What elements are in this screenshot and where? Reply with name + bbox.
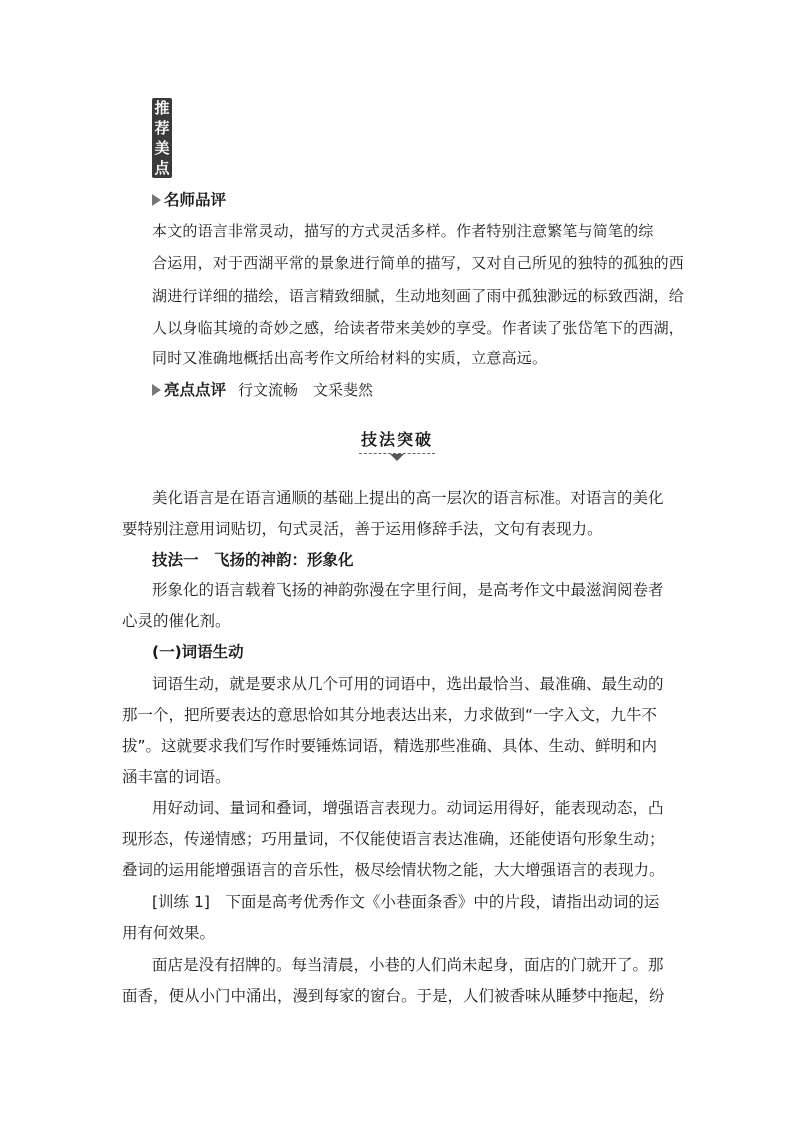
review-line: 湖进行详细的描绘，语言精致细腻，生动地刻画了雨中孤独渺远的标致西湖，给 [152,287,685,305]
usage-line: 用好动词、量词和叠词，增强语言表现力。动词运用得好，能表现动态，凸 [152,799,664,817]
review-line: 同时又准确地概括出高考作文所给材料的实质，立意高远。 [152,349,548,367]
section-title: 技法突破 [360,430,433,449]
passage-line: 面香，便从小门中涌出，漫到每家的窗台。于是，人们被香味从睡梦中拖起，纷 [122,987,665,1005]
badge-char: 美 [154,139,170,157]
subsection-heading: (一)词语生动 [152,643,244,661]
triangle-bullet-icon [152,194,161,206]
subsection-line: 词语生动，就是要求从几个可用的词语中，选出最恰当、最准确、最生动的 [152,675,664,693]
intro-line: 美化语言是在语言通顺的基础上提出的高一层次的语言标准。对语言的美化 [152,489,664,507]
down-arrow-icon [390,454,404,461]
technique-desc-line: 心灵的催化剂。 [122,612,231,630]
section-heading [0,430,794,462]
intro-line: 要特别注意用词贴切，句式灵活，善于运用修辞手法，文句有表现力。 [122,520,603,538]
review-line: 本文的语言非常灵动，描写的方式灵活多样。作者特别注意繁笔与简笔的综 [152,222,654,240]
usage-line: 现形态，传递情感；巧用量词，不仅能使语言表达准确，还能使语句形象生动； [122,830,665,848]
subsection-line: 涵丰富的词语。 [122,768,231,786]
section-divider [359,453,435,462]
triangle-bullet-icon [152,384,161,396]
subsection-line: 那一个，把所要表达的意思恰如其分地表达出来，力求做到“一字入文，九牛不 [122,706,658,724]
exercise-line: [训练 1] 下面是高考优秀作文《小巷面条香》中的片段，请指出动词的运 [152,893,660,911]
recommend-badge [152,98,172,178]
subsection-line: 拔”。这就要求我们写作时要锤炼词语，精选那些准确、具体、生动、鲜明和内 [122,737,658,755]
review-heading [152,190,226,210]
technique-heading: 技法一 飞扬的神韵：形象化 [152,551,354,569]
exercise-line: 用有何效果。 [122,924,216,942]
passage-line: 面店是没有招牌的。每当清晨，小巷的人们尚未起身，面店的门就开了。那 [152,956,664,974]
highlight-heading [152,380,373,400]
badge-char: 点 [154,159,170,177]
badge-char: 推 [154,99,170,117]
review-line: 人以身临其境的奇妙之感，给读者带来美妙的享受。作者读了张岱笔下的西湖， [152,319,685,337]
highlight-text: 行文流畅 文采斐然 [238,381,374,399]
review-line: 合运用，对于西湖平常的景象进行简单的描写，又对自己所见的独特的孤独的西 [152,254,685,272]
badge-char: 荐 [154,119,170,137]
usage-line: 叠词的运用能增强语言的音乐性，极尽绘情状物之能，大大增强语言的表现力。 [122,861,665,879]
review-label: 名师品评 [164,191,227,209]
highlight-label: 亮点点评 [164,381,227,399]
technique-desc-line: 形象化的语言载着飞扬的神韵弥漫在字里行间，是高考作文中最滋润阅卷者 [152,581,664,599]
